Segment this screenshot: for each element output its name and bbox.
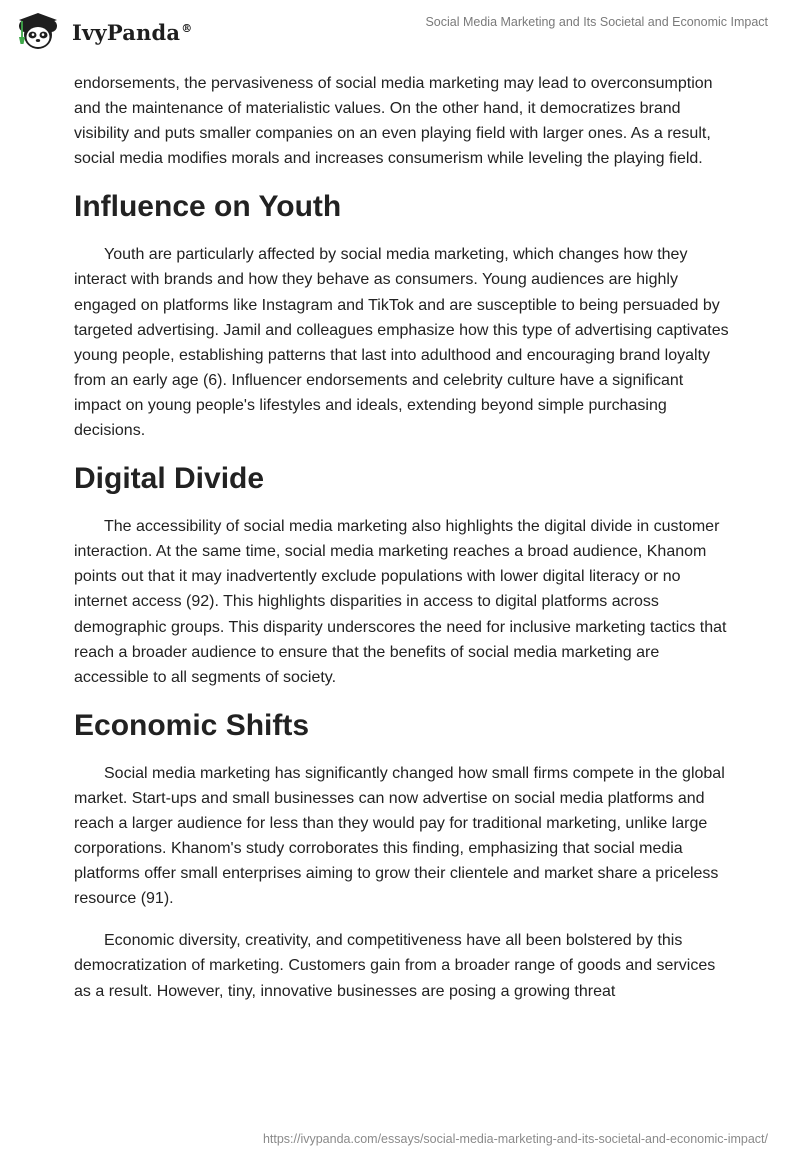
essay-body — [74, 71, 734, 1021]
ivypanda-logo[interactable] — [14, 10, 192, 52]
paragraph: The accessibility of social media marketing also highlights the digital divide in customer interaction. At the same time, social media marketing reaches a broad audience, Khanom points out that it may inadvertently exclude populations with lower digital literacy or no internet access (92). This highlights disparities in access to digital platforms across demographic groups. This disparity underscores the need for inclusive marketing tactics that reach a broader audience to ensure that the benefits of social media marketing are accessible to all segments of society. — [74, 518, 727, 686]
page-header — [0, 0, 800, 64]
source-url[interactable]: https://ivypanda.com/essays/social-media-marketing-and-its-societal-and-economic-impact/ — [262, 1132, 768, 1146]
paragraph: Economic diversity, creativity, and competitiveness have all been bolstered by this democratization of marketing. Customers gain from a broader range of goods and services as a result. However, tiny, innovative businesses are posing a growing threat — [74, 932, 716, 1000]
section-heading-economic-shifts: Economic Shifts — [74, 708, 310, 742]
section-heading-influence-on-youth: Influence on Youth — [74, 190, 342, 224]
registered-mark: ® — [181, 21, 193, 35]
running-title: Social Media Marketing and Its Societal and Economic Impact — [425, 15, 768, 29]
paragraph-continued: endorsements, the pervasiveness of social media marketing may lead to overconsumption and the maintenance of materialistic values. On the other hand, it democratizes brand visibility and puts smaller companies on an even playing field with larger ones. As a result, social media modifies morals and increases consumerism while leveling the playing field. — [74, 75, 713, 168]
section-heading-digital-divide: Digital Divide — [74, 462, 265, 496]
logo-wordmark: IvyPanda® — [72, 19, 193, 45]
paragraph: Youth are particularly affected by social media marketing, which changes how they interact with brands and how they behave as consumers. Young audiences are highly engaged on platforms like Instagram and TikTok and are susceptible to being persuaded by targeted advertising. Jamil and colleagues emphasize how this type of advertising captivates young people, establishing patterns that last into adulthood and encouraging brand loyalty from an early age (6). Influencer endorsements and celebrity culture have a significant impact on young people's lifestyles and ideals, extending beyond simple purchasing decisions. — [74, 246, 729, 440]
panda-graduate-icon — [14, 10, 64, 52]
paragraph: Social media marketing has significantly changed how small firms compete in the global market. Start-ups and small businesses can now advertise on social media platforms and reach a larger audience for less than they would pay for traditional marketing, unlike large corporations. Khanom's study corroborates this finding, emphasizing that social media platforms offer small enterprises aiming to grow their clientele and market share a priceless resource (91). — [74, 764, 725, 908]
